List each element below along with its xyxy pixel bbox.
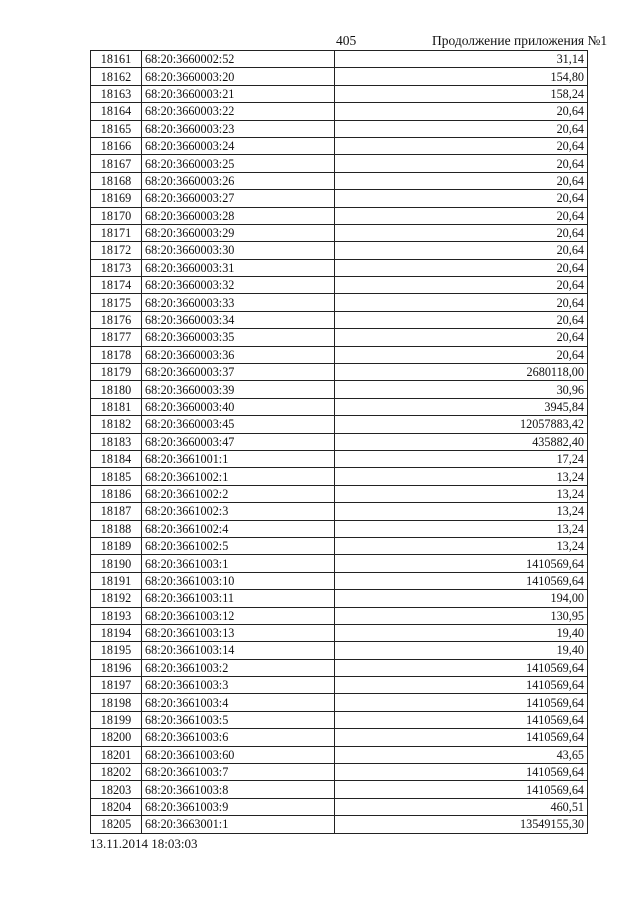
cadastral-number: 68:20:3661003:6: [142, 729, 335, 746]
row-number: 18167: [91, 155, 142, 172]
cadastral-number: 68:20:3660003:47: [142, 433, 335, 450]
table-row: [91, 155, 588, 172]
cadastral-value: 20,64: [335, 224, 588, 241]
cadastral-value: 435882,40: [335, 433, 588, 450]
table-row: [91, 329, 588, 346]
table-row: [91, 572, 588, 589]
table-row: [91, 137, 588, 154]
row-number: 18203: [91, 781, 142, 798]
cadastral-value: 13,24: [335, 503, 588, 520]
cadastral-number: 68:20:3661002:5: [142, 537, 335, 554]
cadastral-value: 13,24: [335, 537, 588, 554]
cadastral-value: 20,64: [335, 155, 588, 172]
cadastral-value: 1410569,64: [335, 659, 588, 676]
cadastral-value: 1410569,64: [335, 729, 588, 746]
cadastral-value: 1410569,64: [335, 781, 588, 798]
table-row: [91, 172, 588, 189]
cadastral-number: 68:20:3661003:3: [142, 677, 335, 694]
cadastral-value: 13,24: [335, 520, 588, 537]
page-number: 405: [336, 33, 357, 48]
cadastral-value: 20,64: [335, 346, 588, 363]
table-row: [91, 468, 588, 485]
table-row: [91, 781, 588, 798]
cadastral-number: 68:20:3660003:21: [142, 85, 335, 102]
row-number: 18188: [91, 520, 142, 537]
table-row: [91, 259, 588, 276]
table-row: [91, 729, 588, 746]
row-number: 18193: [91, 607, 142, 624]
row-number: 18194: [91, 624, 142, 641]
table-row: [91, 816, 588, 833]
row-number: 18177: [91, 329, 142, 346]
table-row: [91, 311, 588, 328]
cadastral-value: 1410569,64: [335, 555, 588, 572]
cadastral-number: 68:20:3660003:26: [142, 172, 335, 189]
table-row: [91, 103, 588, 120]
row-number: 18171: [91, 224, 142, 241]
table-row: [91, 590, 588, 607]
row-number: 18165: [91, 120, 142, 137]
cadastral-value: 20,64: [335, 137, 588, 154]
row-number: 18170: [91, 207, 142, 224]
cadastral-number: 68:20:3663001:1: [142, 816, 335, 833]
cadastral-value: 1410569,64: [335, 764, 588, 781]
cadastral-value: 20,64: [335, 172, 588, 189]
row-number: 18195: [91, 642, 142, 659]
cadastral-number: 68:20:3660003:29: [142, 224, 335, 241]
row-number: 18179: [91, 364, 142, 381]
table-row: [91, 746, 588, 763]
cadastral-value: 19,40: [335, 642, 588, 659]
row-number: 18202: [91, 764, 142, 781]
cadastral-value: 3945,84: [335, 398, 588, 415]
cadastral-value: 20,64: [335, 242, 588, 259]
row-number: 18201: [91, 746, 142, 763]
row-number: 18184: [91, 450, 142, 467]
cadastral-value: 130,95: [335, 607, 588, 624]
cadastral-value: 460,51: [335, 798, 588, 815]
table-row: [91, 51, 588, 68]
table-row: [91, 694, 588, 711]
row-number: 18175: [91, 294, 142, 311]
row-number: 18163: [91, 85, 142, 102]
row-number: 18185: [91, 468, 142, 485]
cadastral-value: 20,64: [335, 259, 588, 276]
row-number: 18198: [91, 694, 142, 711]
cadastral-number: 68:20:3660003:30: [142, 242, 335, 259]
cadastral-number: 68:20:3660003:28: [142, 207, 335, 224]
cadastral-value: 20,64: [335, 120, 588, 137]
cadastral-value: 158,24: [335, 85, 588, 102]
row-number: 18187: [91, 503, 142, 520]
row-number: 18174: [91, 277, 142, 294]
table-row: [91, 190, 588, 207]
cadastral-number: 68:20:3660003:36: [142, 346, 335, 363]
row-number: 18180: [91, 381, 142, 398]
cadastral-number: 68:20:3660003:35: [142, 329, 335, 346]
cadastral-value: 13549155,30: [335, 816, 588, 833]
cadastral-number: 68:20:3660003:23: [142, 120, 335, 137]
table-row: [91, 798, 588, 815]
cadastral-number: 68:20:3661003:5: [142, 711, 335, 728]
cadastral-number: 68:20:3661003:11: [142, 590, 335, 607]
row-number: 18183: [91, 433, 142, 450]
cadastral-value: 20,64: [335, 329, 588, 346]
cadastral-number: 68:20:3660003:37: [142, 364, 335, 381]
table-row: [91, 381, 588, 398]
table-row: [91, 277, 588, 294]
cadastral-value: 20,64: [335, 277, 588, 294]
row-number: 18196: [91, 659, 142, 676]
table-row: [91, 764, 588, 781]
table-row: [91, 120, 588, 137]
table-row: [91, 294, 588, 311]
cadastral-number: 68:20:3660003:24: [142, 137, 335, 154]
table-row: [91, 607, 588, 624]
cadastral-number: 68:20:3661003:8: [142, 781, 335, 798]
row-number: 18162: [91, 68, 142, 85]
table-row: [91, 346, 588, 363]
row-number: 18168: [91, 172, 142, 189]
table-row: [91, 711, 588, 728]
cadastral-value: 43,65: [335, 746, 588, 763]
cadastral-number: 68:20:3660003:34: [142, 311, 335, 328]
row-number: 18204: [91, 798, 142, 815]
cadastral-value: 20,64: [335, 190, 588, 207]
table-row: [91, 364, 588, 381]
cadastral-value: 1410569,64: [335, 572, 588, 589]
cadastral-number: 68:20:3661003:2: [142, 659, 335, 676]
cadastral-value: 20,64: [335, 294, 588, 311]
row-number: 18190: [91, 555, 142, 572]
appendix-caption: Продолжение приложения №1: [432, 33, 608, 48]
row-number: 18192: [91, 590, 142, 607]
cadastral-number: 68:20:3660003:31: [142, 259, 335, 276]
row-number: 18173: [91, 259, 142, 276]
cadastral-number: 68:20:3660003:32: [142, 277, 335, 294]
table-row: [91, 242, 588, 259]
table-row: [91, 207, 588, 224]
row-number: 18164: [91, 103, 142, 120]
cadastral-value: 20,64: [335, 207, 588, 224]
table-row: [91, 659, 588, 676]
cadastral-value: 19,40: [335, 624, 588, 641]
cadastral-number: 68:20:3660003:22: [142, 103, 335, 120]
row-number: 18182: [91, 416, 142, 433]
cadastral-value: 1410569,64: [335, 694, 588, 711]
cadastral-number: 68:20:3661003:4: [142, 694, 335, 711]
cadastral-number: 68:20:3661003:13: [142, 624, 335, 641]
cadastral-value: 13,24: [335, 468, 588, 485]
table-row: [91, 537, 588, 554]
row-number: 18189: [91, 537, 142, 554]
row-number: 18205: [91, 816, 142, 833]
cadastral-number: 68:20:3661002:2: [142, 485, 335, 502]
cadastral-value: 17,24: [335, 450, 588, 467]
table-row: [91, 555, 588, 572]
row-number: 18197: [91, 677, 142, 694]
table-row: [91, 416, 588, 433]
cadastral-value: 12057883,42: [335, 416, 588, 433]
cadastral-number: 68:20:3661003:14: [142, 642, 335, 659]
cadastral-value: 194,00: [335, 590, 588, 607]
cadastral-value: 1410569,64: [335, 677, 588, 694]
cadastral-number: 68:20:3661003:60: [142, 746, 335, 763]
cadastral-number: 68:20:3661003:1: [142, 555, 335, 572]
cadastral-value-table: [90, 50, 588, 834]
cadastral-number: 68:20:3661002:3: [142, 503, 335, 520]
table-row: [91, 433, 588, 450]
cadastral-number: 68:20:3660003:25: [142, 155, 335, 172]
cadastral-number: 68:20:3661002:4: [142, 520, 335, 537]
cadastral-number: 68:20:3660003:33: [142, 294, 335, 311]
row-number: 18200: [91, 729, 142, 746]
print-timestamp: 13.11.2014 18:03:03: [90, 836, 198, 851]
row-number: 18191: [91, 572, 142, 589]
table-row: [91, 68, 588, 85]
table-row: [91, 485, 588, 502]
table-row: [91, 677, 588, 694]
row-number: 18178: [91, 346, 142, 363]
row-number: 18166: [91, 137, 142, 154]
row-number: 18176: [91, 311, 142, 328]
table-row: [91, 224, 588, 241]
cadastral-value: 31,14: [335, 51, 588, 68]
row-number: 18199: [91, 711, 142, 728]
row-number: 18169: [91, 190, 142, 207]
cadastral-number: 68:20:3660002:52: [142, 51, 335, 68]
table-row: [91, 624, 588, 641]
table-row: [91, 520, 588, 537]
row-number: 18172: [91, 242, 142, 259]
cadastral-number: 68:20:3661003:10: [142, 572, 335, 589]
cadastral-number: 68:20:3661002:1: [142, 468, 335, 485]
table-body: [91, 51, 588, 834]
cadastral-value: 2680118,00: [335, 364, 588, 381]
cadastral-value: 20,64: [335, 103, 588, 120]
cadastral-number: 68:20:3660003:39: [142, 381, 335, 398]
cadastral-value: 20,64: [335, 311, 588, 328]
cadastral-number: 68:20:3661003:12: [142, 607, 335, 624]
cadastral-number: 68:20:3661003:7: [142, 764, 335, 781]
cadastral-number: 68:20:3660003:27: [142, 190, 335, 207]
row-number: 18181: [91, 398, 142, 415]
row-number: 18161: [91, 51, 142, 68]
cadastral-number: 68:20:3660003:20: [142, 68, 335, 85]
cadastral-value: 154,80: [335, 68, 588, 85]
table-row: [91, 503, 588, 520]
table-row: [91, 398, 588, 415]
cadastral-value: 13,24: [335, 485, 588, 502]
cadastral-number: 68:20:3660003:40: [142, 398, 335, 415]
table-row: [91, 85, 588, 102]
cadastral-number: 68:20:3661003:9: [142, 798, 335, 815]
table-row: [91, 450, 588, 467]
table-row: [91, 642, 588, 659]
cadastral-value: 30,96: [335, 381, 588, 398]
cadastral-value: 1410569,64: [335, 711, 588, 728]
row-number: 18186: [91, 485, 142, 502]
cadastral-number: 68:20:3661001:1: [142, 450, 335, 467]
cadastral-number: 68:20:3660003:45: [142, 416, 335, 433]
